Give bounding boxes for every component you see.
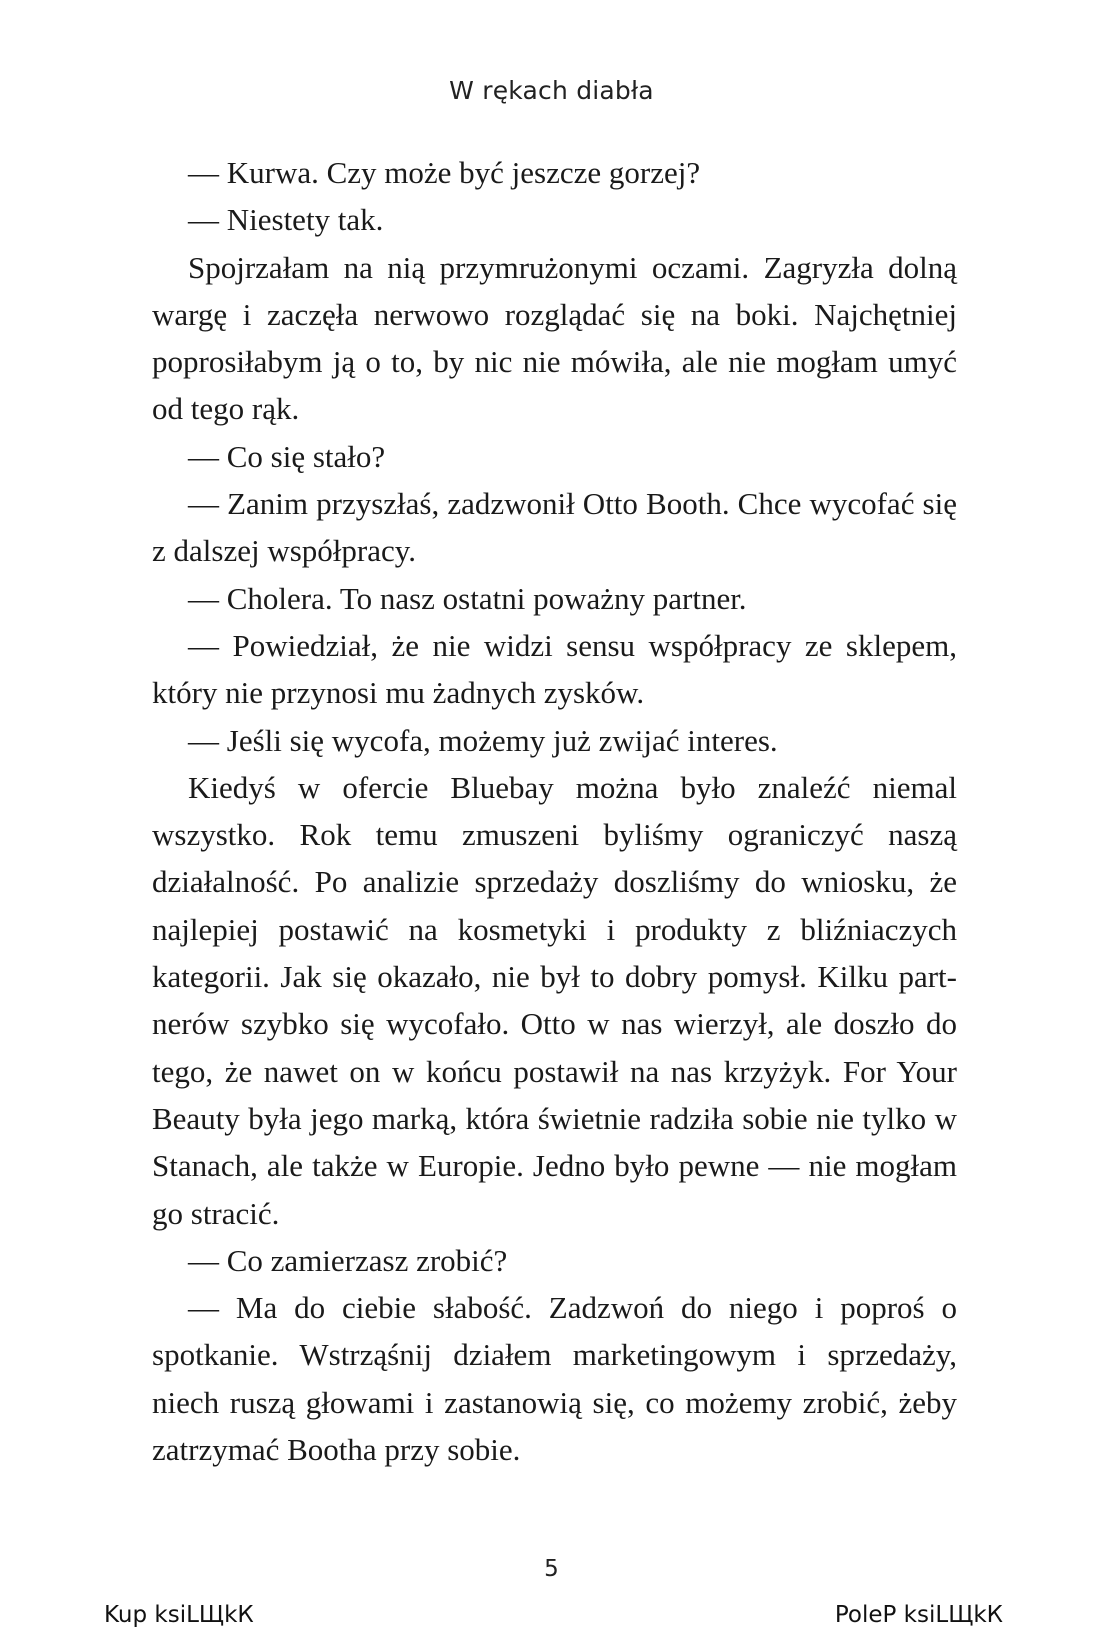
paragraph: — Powiedział, że nie widzi sensu współpracy ze sklepem, który nie przynosi mu żadnych zysków. <box>152 627 957 711</box>
paragraph: — Jeśli się wycofa, możemy już zwijać interes. <box>188 722 778 758</box>
paragraph: — Kurwa. Czy może być jeszcze gorzej? <box>188 155 701 190</box>
paragraph: — Ma do ciebie słabość. Zadzwoń do niego i poproś o spotkanie. Wstrząśnij działem marketingowym i sprzedaży, niech ruszą głowami i zastanowią się, co możemy zrobić, żeby zatrzymać Bootha przy sobie. <box>152 1290 957 1468</box>
running-title: W rękach diabła <box>449 76 654 105</box>
paragraph: — Cholera. To nasz ostatni poważny partner. <box>188 580 747 616</box>
paragraph: Kiedyś w ofercie Bluebay można było znaleźć niemal wszystko. Rok temu zmuszeni byliśmy ograniczyć naszą działalność. Po analizie sprzedaży doszliśmy do wniosku, że najlepiej postawić na kosmetyki i produkty z bliźniaczych kategorii. Jak się okazało, nie był to dobry pomysł. Kilku partnerów szybko się wycofało. Otto w nas wierzył, ale doszło do tego, że nawet on w końcu postawił na nas krzyżyk. For Your Beauty była jego marką, która świetnie radziła sobie nie tylko w Stanach, ale także w Europie. Jedno było pewne — nie mogłam go stracić. <box>152 769 957 1231</box>
buy-book-link[interactable]: Kup ksiLЩkК <box>104 1602 254 1628</box>
paragraph: — Co zamierzasz zrobić? <box>188 1242 508 1278</box>
paragraph: — Niestety tak. <box>188 202 384 238</box>
paragraph: — Zanim przyszłaś, zadzwonił Otto Booth. Chce wycofać się z dalszej współpracy. <box>152 486 957 569</box>
body-text <box>152 149 957 1473</box>
page-number: 5 <box>544 1556 559 1582</box>
paragraph: Spojrzałam na nią przymrużonymi oczami. Zagryzła dolną wargę i zaczęła nerwowo rozglądać się na boki. Najchętniej poprosiłabym ją o to, by nic nie mówiła, ale nie mogłam umyć od tego rąk. <box>152 249 957 427</box>
recommend-book-link[interactable]: PoleР ksiLЩkК <box>834 1602 1003 1628</box>
paragraph: — Co się stało? <box>188 438 386 474</box>
